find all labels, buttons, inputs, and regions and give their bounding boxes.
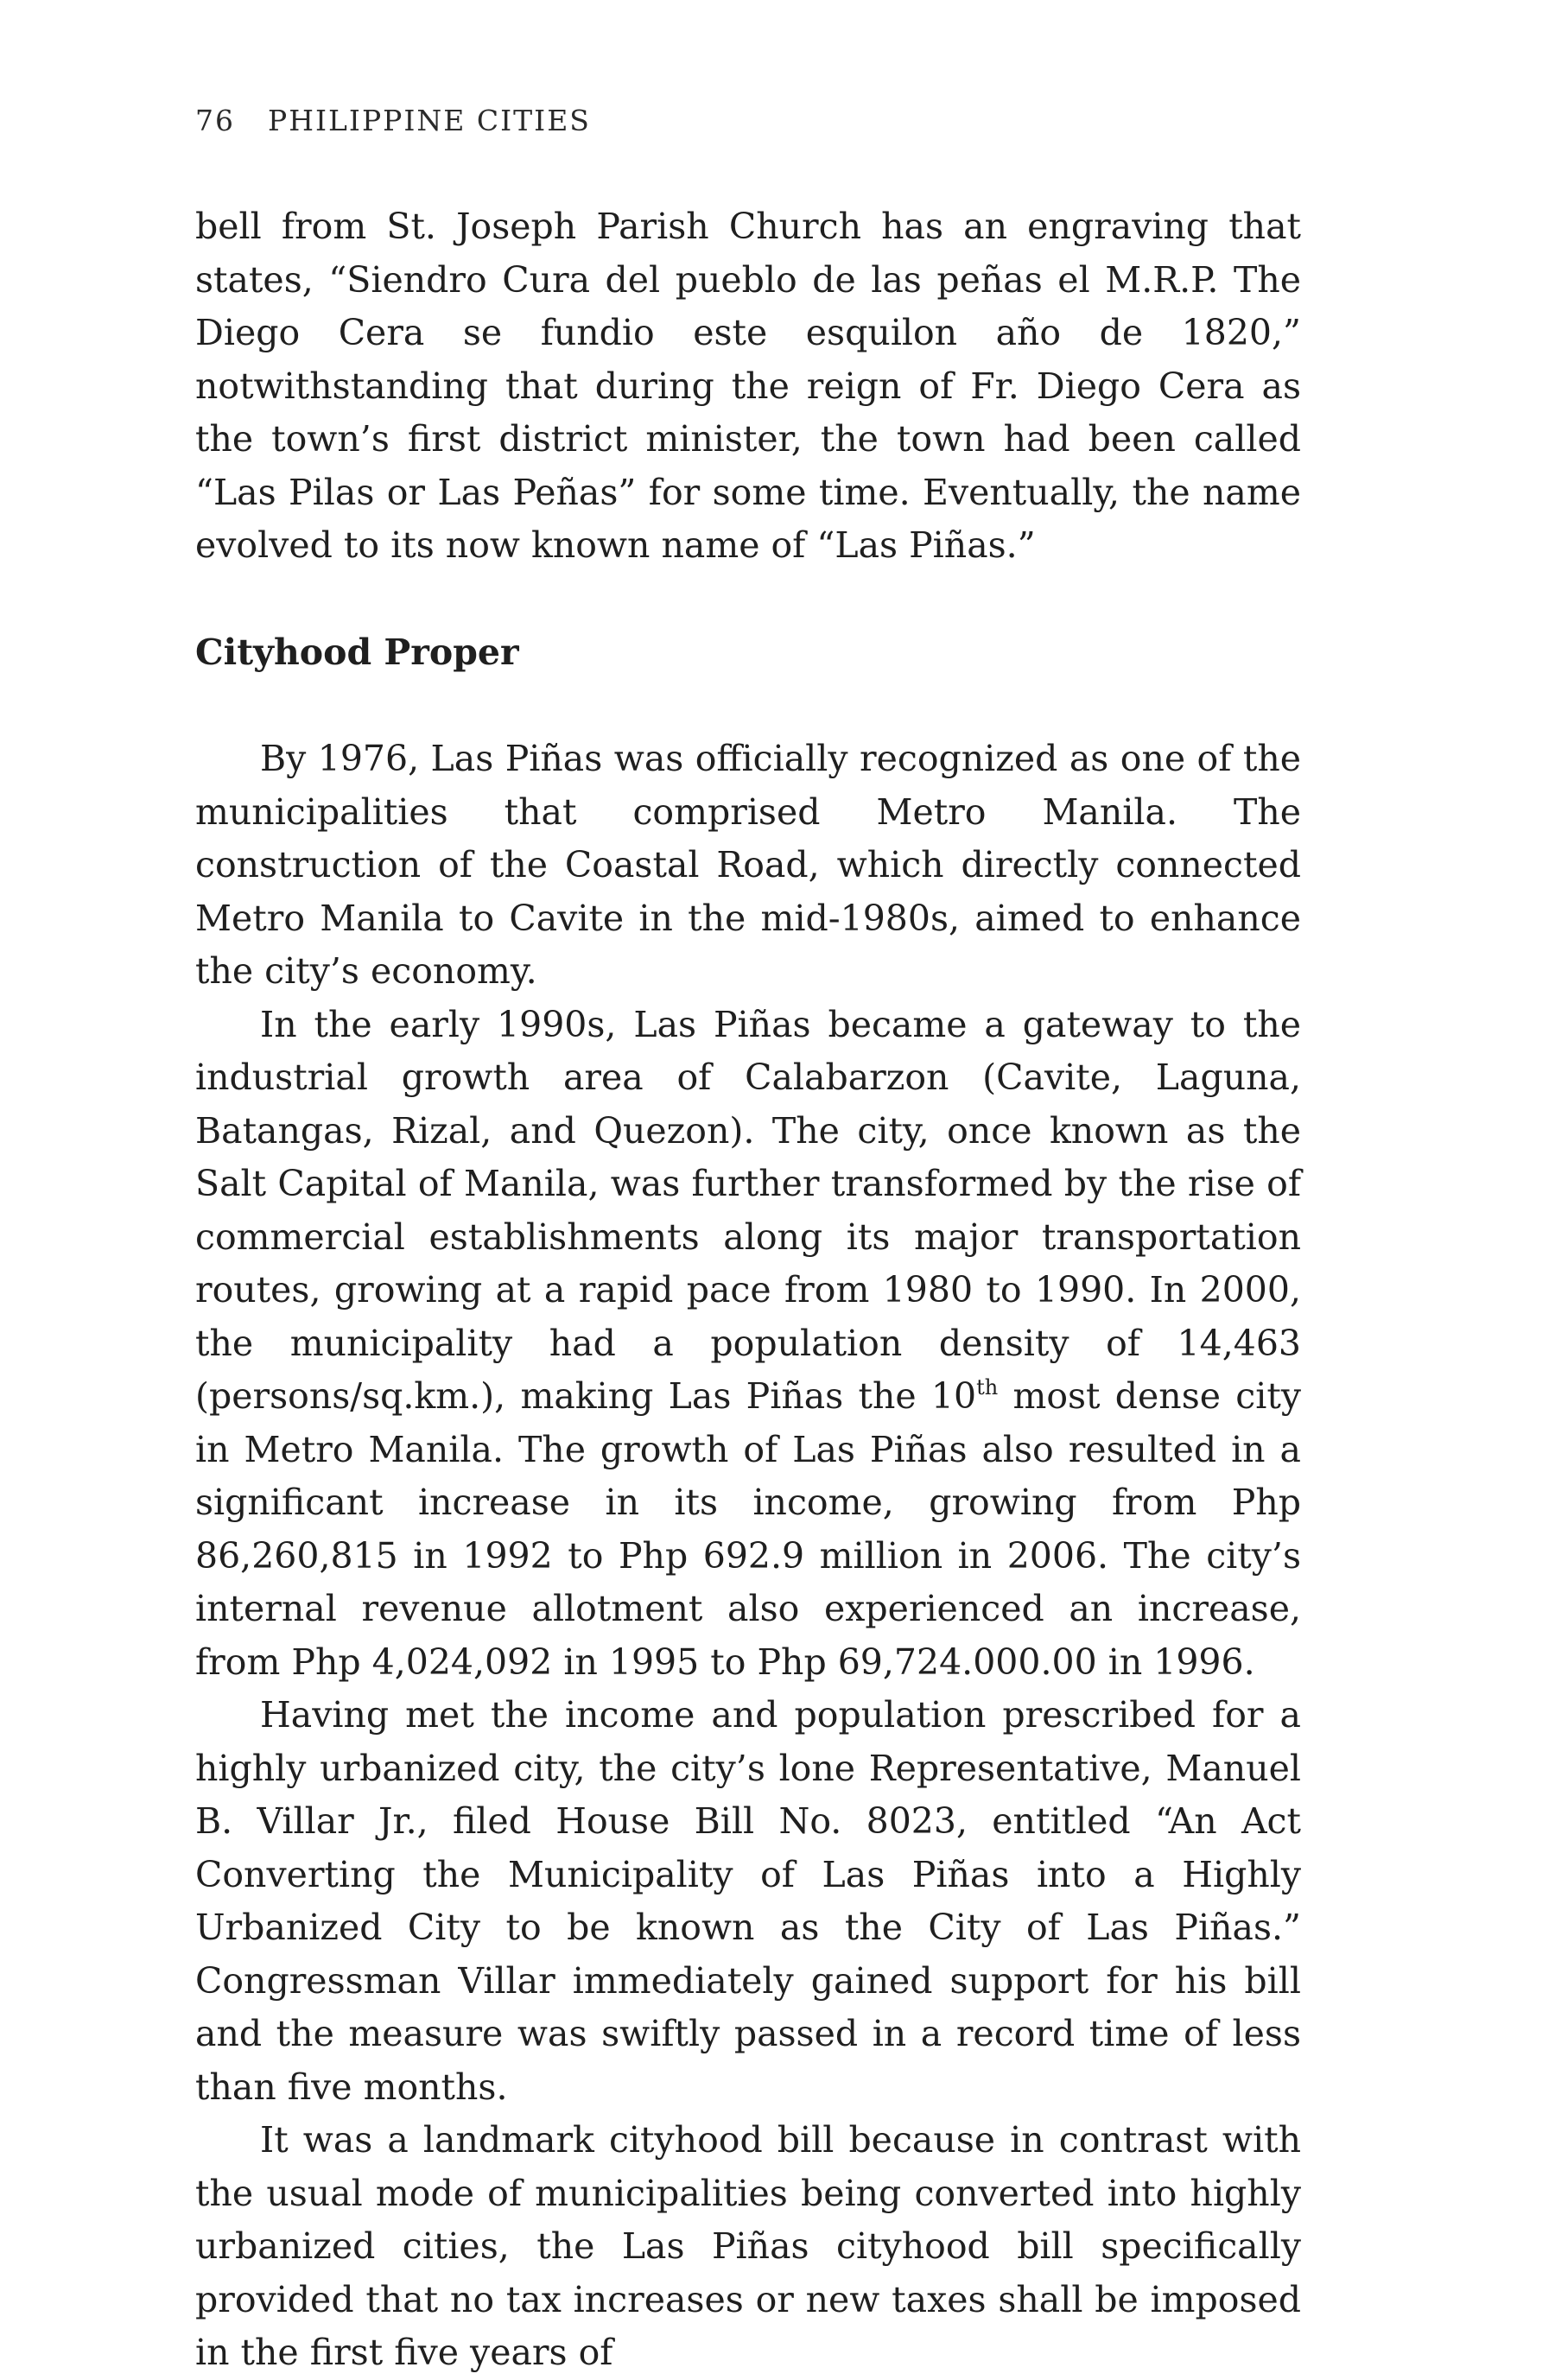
intro-paragraph: bell from St. Joseph Parish Church has an engraving that states, “Siendro Cura del pueblo de las peñas el M.R.P. The Diego Cera se fundio este esquilon año de 1820,” notwithstanding that during the reign of Fr. Diego Cera as the town’s first district minister, the town had been called “Las Pilas or Las Peñas” for some time. Eventually, the name evolved to its now known name of “Las Piñas.” <box>195 206 1301 566</box>
paragraph-4: It was a landmark cityhood bill because in contrast with the usual mode of municipalities being converted into highly urbanized cities, the Las Piñas cityhood bill specifically provided that no tax increases or new taxes shall be imposed in the first five years of <box>195 2119 1301 2373</box>
running-head <box>195 104 591 137</box>
body-text <box>195 200 1301 2380</box>
paragraph-2-text-b: most dense city in Metro Manila. The growth of Las Piñas also resulted in a significant increase in its income, growing from Php 86,260,815 in 1992 to Php 692.9 million in 2006. The city’s internal revenue allotment also experienced an increase, from Php 4,024,092 in 1995 to Php 69,724.000.00 in 1996. <box>195 1375 1301 1683</box>
paragraph-3: Having met the income and population prescribed for a highly urbanized city, the city’s lone Representative, Manuel B. Villar Jr., filed House Bill No. 8023, entitled “An Act Converting the Municipality of Las Piñas into a Highly Urbanized City to be known as the City of Las Piñas.” Congressman Villar immediately gained support for his bill and the measure was swiftly passed in a record time of less than five months. <box>195 1694 1301 2108</box>
paragraph-2 <box>195 999 1301 1690</box>
running-title: PHILIPPINE CITIES <box>268 104 591 137</box>
ordinal-superscript: th <box>976 1375 999 1399</box>
page-number: 76 <box>195 104 235 137</box>
paragraph-1: By 1976, Las Piñas was officially recognized as one of the municipalities that comprised Metro Manila. The construction of the Coastal Road, which directly connected Metro Manila to Cavite in the mid-1980s, aimed to enhance the city’s economy. <box>195 738 1301 992</box>
section-heading: Cityhood Proper <box>195 631 519 673</box>
paragraph-2-text-a: In the early 1990s, Las Piñas became a gateway to the industrial growth area of Calabarzon (Cavite, Laguna, Batangas, Rizal, and Quezon). The city, once known as the Salt Capital of Manila, was further transformed by the rise of commercial establishments along its major transportation routes, growing at a rapid pace from 1980 to 1990. In 2000, the municipality had a population density of 14,463 (persons/sq.km.), making Las Piñas the 10 <box>195 1003 1301 1417</box>
